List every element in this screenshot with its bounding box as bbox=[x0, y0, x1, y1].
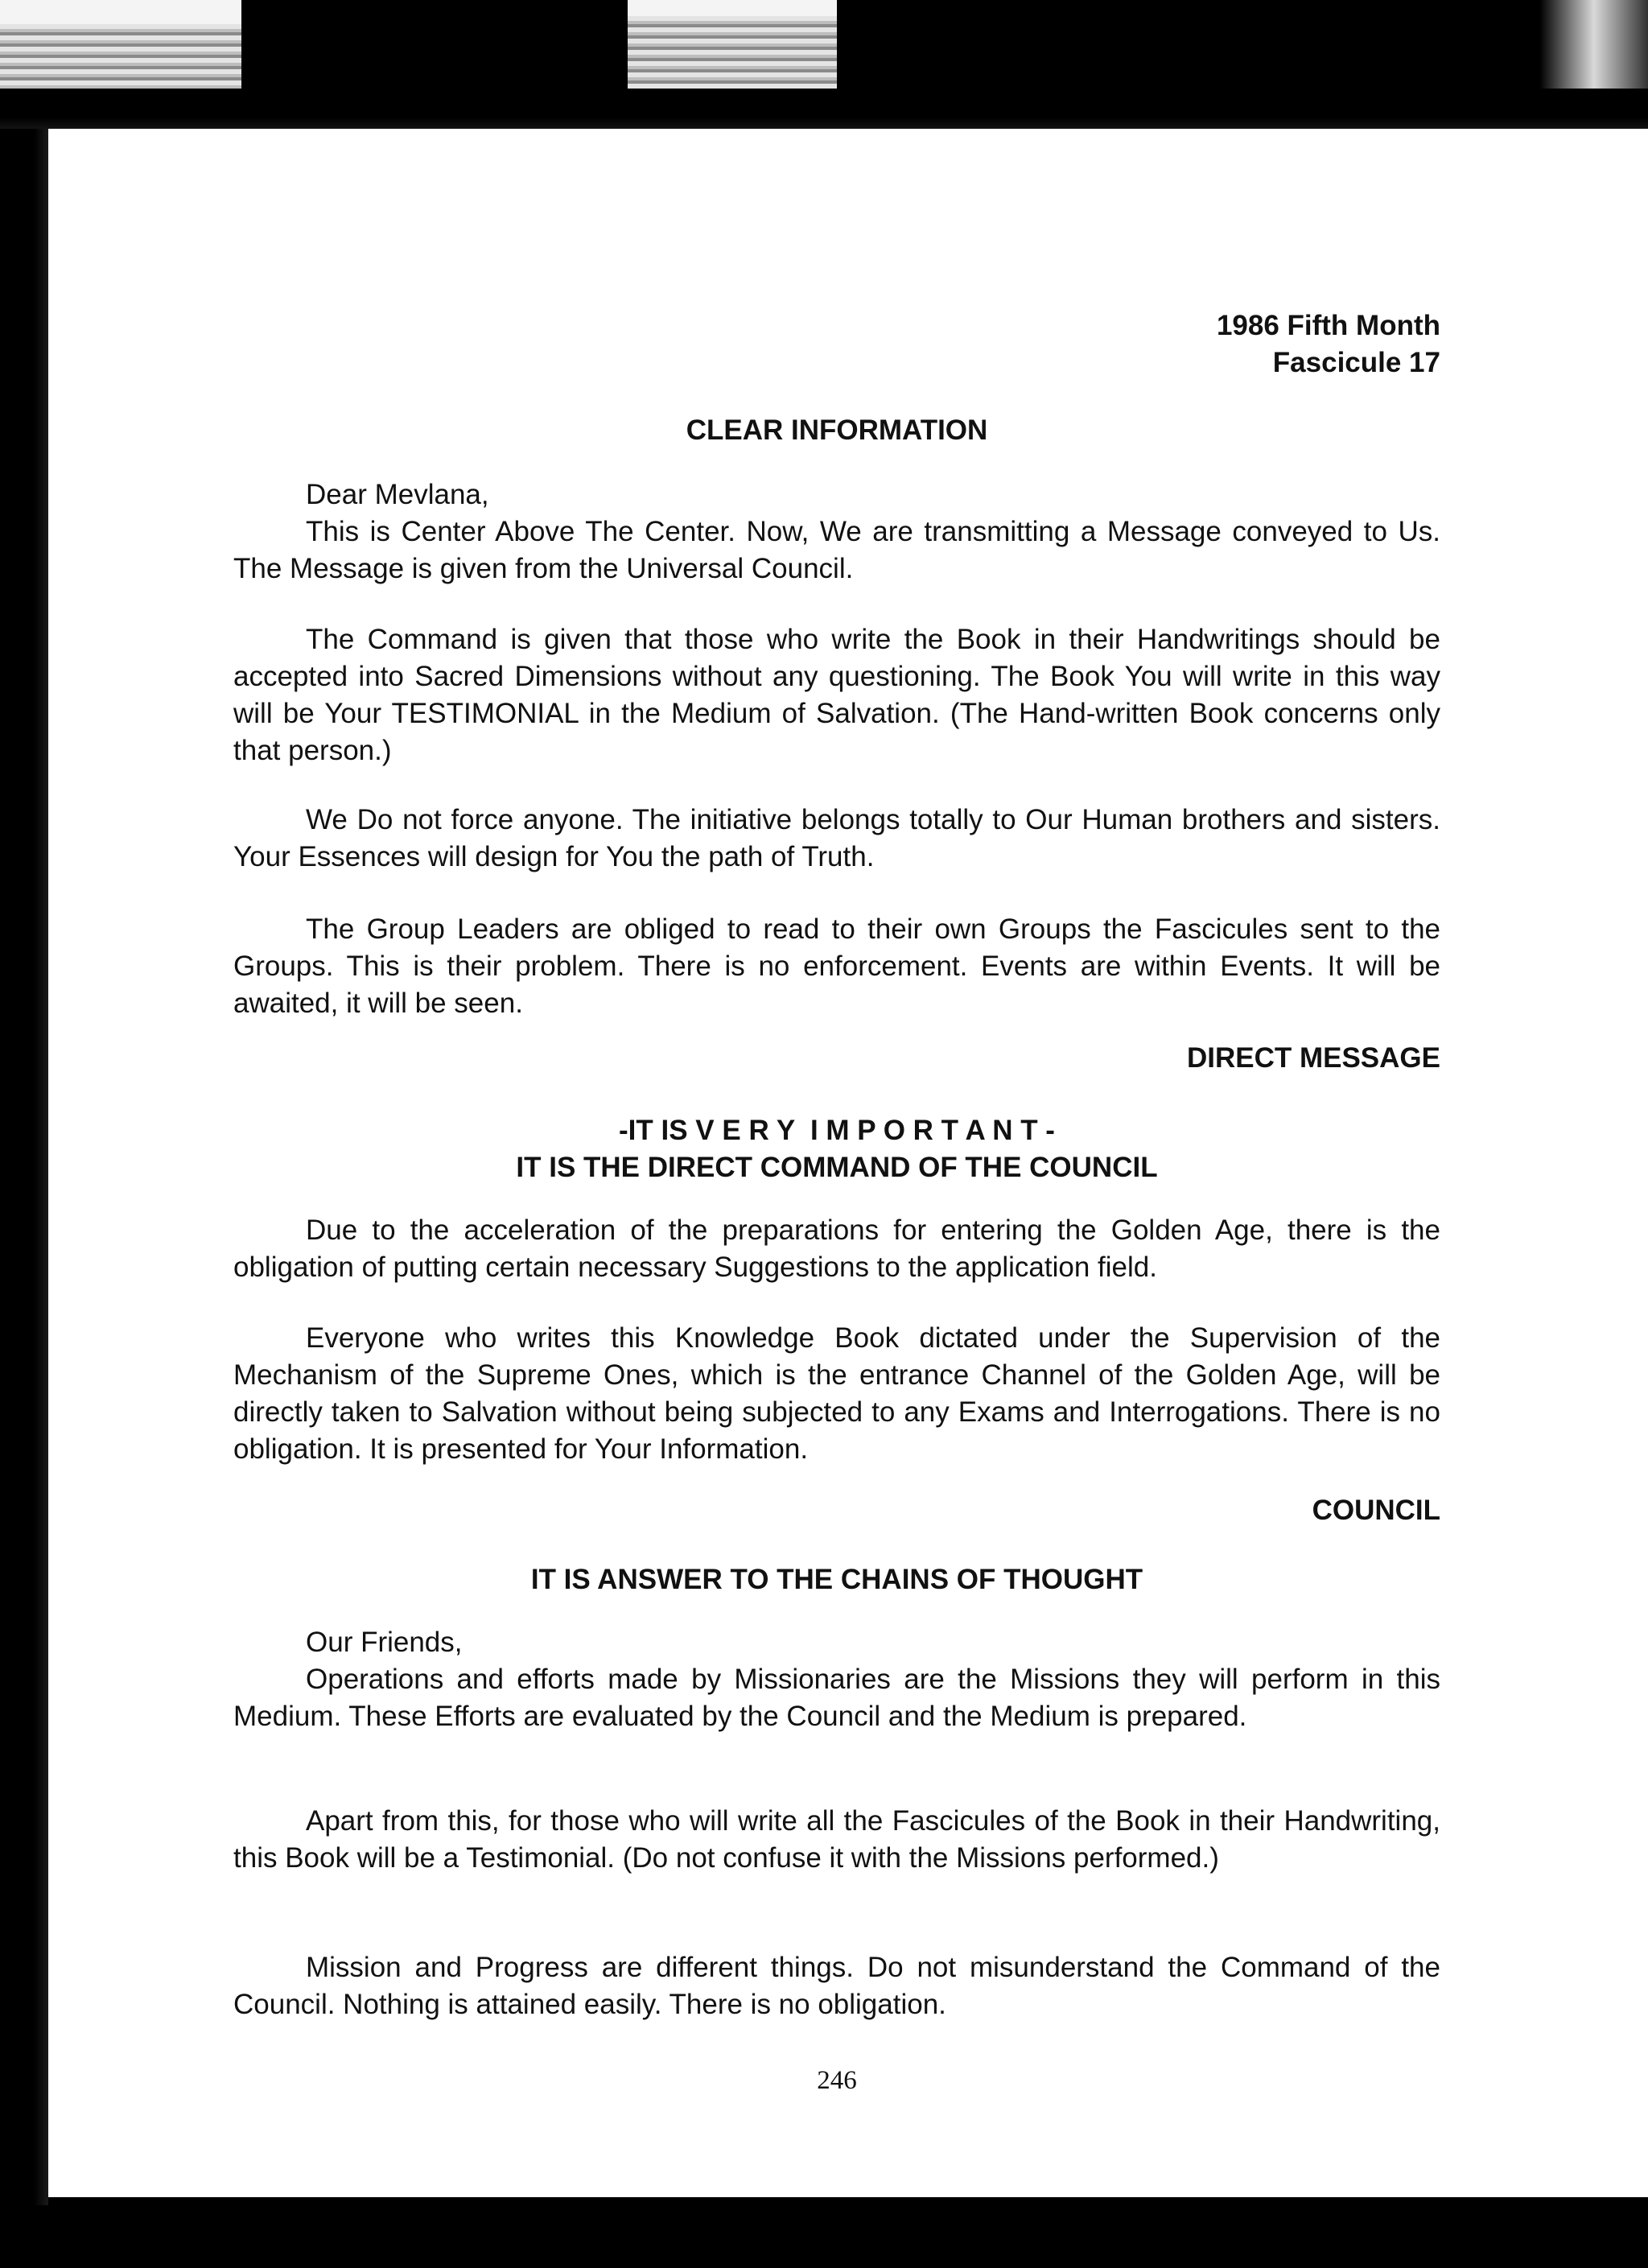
scan-artifact bbox=[0, 24, 241, 89]
paragraph: We Do not force anyone. The initiative belongs totally to Our Human brothers and sisters. Your Essences will design for You the path of Truth. bbox=[233, 804, 1440, 872]
title-line: -IT IS V E R Y I M P O R T A N T - bbox=[619, 1115, 1055, 1146]
paragraph: Due to the acceleration of the preparations for entering the Golden Age, there is the obligation of putting certain necessary Suggestions to the application field. bbox=[233, 1214, 1440, 1283]
paragraph: Operations and efforts made by Missionaries are the Missions they will perform in this Medium. These Efforts are evaluated by the Council and the Medium is prepared. bbox=[233, 1664, 1440, 1732]
signature-council: COUNCIL bbox=[1312, 1495, 1440, 1526]
salutation: Our Friends, bbox=[306, 1627, 463, 1658]
paragraph: The Group Leaders are obliged to read to their own Groups the Fascicules sent to the Groups. This is their problem. There is no enforcement. Events are within Events. It will be awaited, it will be seen. bbox=[233, 913, 1440, 1019]
date-line: 1986 Fifth Month bbox=[1216, 310, 1440, 341]
scan-bottom-edge bbox=[0, 2205, 1648, 2268]
signature-direct-message: DIRECT MESSAGE bbox=[1186, 1042, 1440, 1074]
title-line: IT IS THE DIRECT COMMAND OF THE COUNCIL bbox=[516, 1152, 1158, 1183]
fascicule-line: Fascicule 17 bbox=[1272, 347, 1440, 378]
document-page bbox=[48, 129, 1648, 2197]
section-title-important bbox=[233, 1112, 1440, 1186]
paragraph: Mission and Progress are different things. Do not misunderstand the Command of the Council. Nothing is attained easily. There is no obligation. bbox=[233, 1952, 1440, 2020]
paragraph: This is Center Above The Center. Now, We are transmitting a Message conveyed to Us. The Message is given from the Universal Council. bbox=[233, 516, 1440, 584]
salutation: Dear Mevlana, bbox=[306, 479, 489, 510]
paragraph: Everyone who writes this Knowledge Book dictated under the Supervision of the Mechanism of the Supreme Ones, which is the entrance Channel of the Golden Age, will be directly taken to Salvation without being subjected to any Exams and Interrogations. There is no obligation. It is presented for Your Information. bbox=[233, 1322, 1440, 1465]
section-title-chains-of-thought: IT IS ANSWER TO THE CHAINS OF THOUGHT bbox=[530, 1564, 1143, 1595]
scan-left-shadow bbox=[0, 129, 48, 2205]
document-header bbox=[1217, 307, 1440, 381]
section-title-clear-information: CLEAR INFORMATION bbox=[686, 414, 988, 446]
page-number: 246 bbox=[817, 2066, 857, 2095]
scan-top-edge bbox=[0, 0, 1648, 137]
paragraph: Apart from this, for those who will write all the Fascicules of the Book in their Handwriting, this Book will be a Testimonial. (Do not confuse it with the Missions performed.) bbox=[233, 1805, 1440, 1874]
paragraph: The Command is given that those who write the Book in their Handwritings should be accepted into Sacred Dimensions without any questioning. The Book You will write in this way will be Your TESTIMONIAL in the Medium of Salvation. (The Hand-written Book concerns only that person.) bbox=[233, 624, 1440, 766]
